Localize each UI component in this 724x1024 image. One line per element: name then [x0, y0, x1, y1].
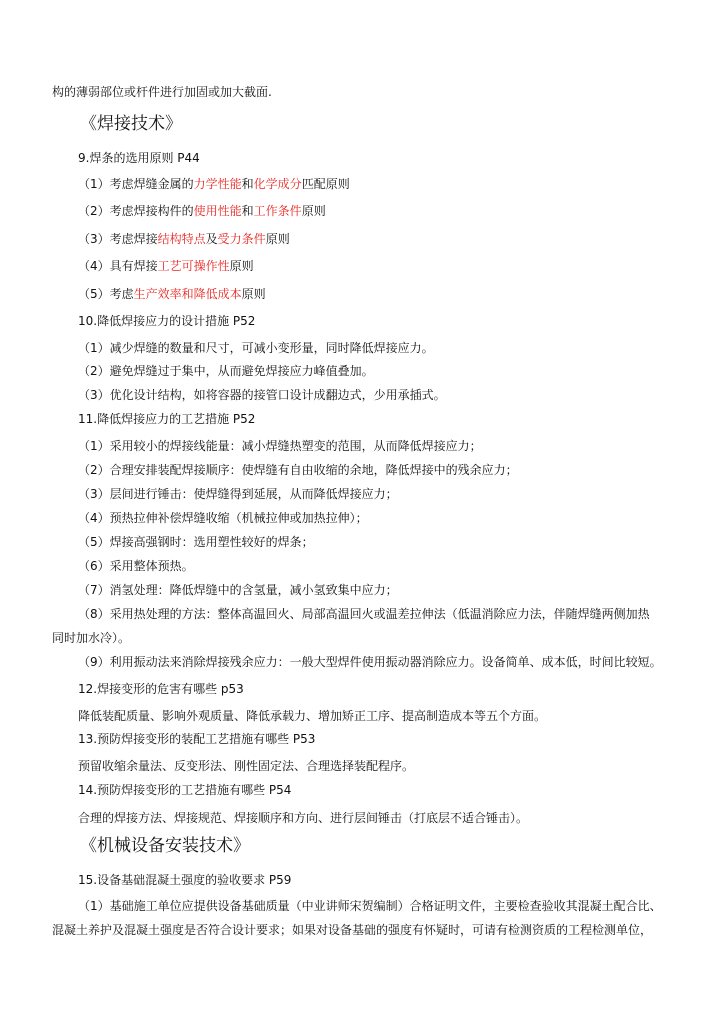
- q12-answer: 降低装配质量、影响外观质量、降低承载力、增加矫正工序、提高制造成本等五个方面。: [78, 709, 547, 723]
- q9-item-5-highlight: 生产效率和降低成本: [133, 287, 242, 301]
- q9-item-5: [78, 286, 266, 302]
- q9-item-1-post: 匹配原则: [301, 177, 350, 191]
- q13-answer: 预留收缩余量法、反变形法、刚性固定法、合理选择装配程序。: [78, 759, 415, 773]
- q15-line-2: 混凝土养护及混凝土强度是否符合设计要求；如果对设备基础的强度有怀疑时，可请有检测资质的工程检测单位，: [52, 923, 653, 937]
- q11-item-5: （5）焊接高强钢时：选用塑性较好的焊条；: [78, 535, 314, 549]
- q11-item-4: （4）预热拉伸补偿焊缝收缩（机械拉伸或加热拉伸）；: [78, 511, 368, 525]
- q9-item-3-highlight-1: 结构特点: [157, 232, 206, 246]
- q11-item-7: （7）消氢处理：降低焊缝中的含氢量，减小氢致集中应力；: [78, 583, 398, 597]
- question-11-title: 11.降低焊接应力的工艺措施 P52: [78, 412, 256, 426]
- question-12-title: 12.焊接变形的危害有哪些 p53: [78, 682, 244, 696]
- q9-item-1-pre: （1）考虑焊缝金属的: [78, 177, 194, 191]
- q9-item-1-highlight-2: 化学成分: [253, 177, 302, 191]
- q14-answer: 合理的焊接方法、焊接规范、焊接顺序和方向、进行层间锤击（打底层不适合锤击）。: [78, 811, 529, 825]
- q9-item-4-highlight: 工艺可操作性: [157, 259, 230, 273]
- q11-item-2: （2）合理安排装配焊接顺序：使焊缝有自由收缩的余地，降低焊接中的残余应力；: [78, 463, 518, 477]
- q11-item-1: （1）采用较小的焊接线能量：减小焊缝热塑变的范围，从而降低焊接应力；: [78, 439, 482, 453]
- q11-item-9: （9）利用振动法来消除焊接残余应力：一般大型焊件使用振动器消除应力。设备简单、成本低，时间比较短。: [78, 655, 662, 669]
- q9-item-4: [78, 258, 254, 274]
- section-title-welding: 《焊接技术》: [80, 114, 182, 134]
- question-15-title: 15.设备基础混凝土强度的验收要求 P59: [78, 873, 292, 887]
- q9-item-3-mid: 及: [205, 232, 218, 246]
- q10-item-2: （2）避免焊缝过于集中，从而避免焊接应力峰值叠加。: [78, 364, 374, 378]
- q9-item-4-pre: （4）具有焊接: [78, 259, 158, 273]
- question-9-title: 9.焊条的选用原则 P44: [78, 151, 200, 165]
- q9-item-3: [78, 231, 290, 247]
- question-13-title: 13.预防焊接变形的装配工艺措施有哪些 P53: [78, 732, 316, 746]
- q9-item-5-post: 原则: [241, 287, 266, 301]
- q9-item-3-pre: （3）考虑焊接: [78, 232, 158, 246]
- section-title-installation: 《机械设备安装技术》: [80, 836, 250, 856]
- q9-item-2-highlight-2: 工作条件: [253, 204, 302, 218]
- q9-item-1-highlight-1: 力学性能: [193, 177, 242, 191]
- q15-line-1: （1）基础施工单位应提供设备基础质量（中业讲师宋贺编制）合格证明文件，主要检查验收其混凝土配合比、: [78, 899, 662, 913]
- q9-item-3-highlight-2: 受力条件: [217, 232, 266, 246]
- q9-item-2-mid: 和: [241, 204, 254, 218]
- q9-item-2: [78, 203, 326, 219]
- q11-item-8-continued: 同时加水冷）。: [52, 631, 131, 645]
- q9-item-4-post: 原则: [229, 259, 254, 273]
- q9-item-2-highlight-1: 使用性能: [193, 204, 242, 218]
- q9-item-2-post: 原则: [301, 204, 326, 218]
- question-10-title: 10.降低焊接应力的设计措施 P52: [78, 314, 256, 328]
- q9-item-2-pre: （2）考虑焊接构件的: [78, 204, 194, 218]
- q9-item-5-pre: （5）考虑: [78, 287, 134, 301]
- intro-line: 构的薄弱部位或杆件进行加固或加大截面.: [52, 85, 272, 99]
- q9-item-1: [78, 176, 350, 192]
- q10-item-3: （3）优化设计结构，如将容器的接管口设计成翻边式，少用承插式。: [78, 388, 446, 402]
- q11-item-3: （3）层间进行锤击：使焊缝得到延展，从而降低焊接应力；: [78, 487, 398, 501]
- q11-item-6: （6）采用整体预热。: [78, 559, 194, 573]
- q9-item-1-mid: 和: [241, 177, 254, 191]
- q10-item-1: （1）减少焊缝的数量和尺寸，可减小变形量，同时降低焊接应力。: [78, 341, 434, 355]
- q9-item-3-post: 原则: [265, 232, 290, 246]
- q11-item-8: （8）采用热处理的方法：整体高温回火、局部高温回火或温差拉伸法（低温消除应力法，伴随焊缝两侧加热: [78, 607, 650, 621]
- question-14-title: 14.预防焊接变形的工艺措施有哪些 P54: [78, 783, 292, 797]
